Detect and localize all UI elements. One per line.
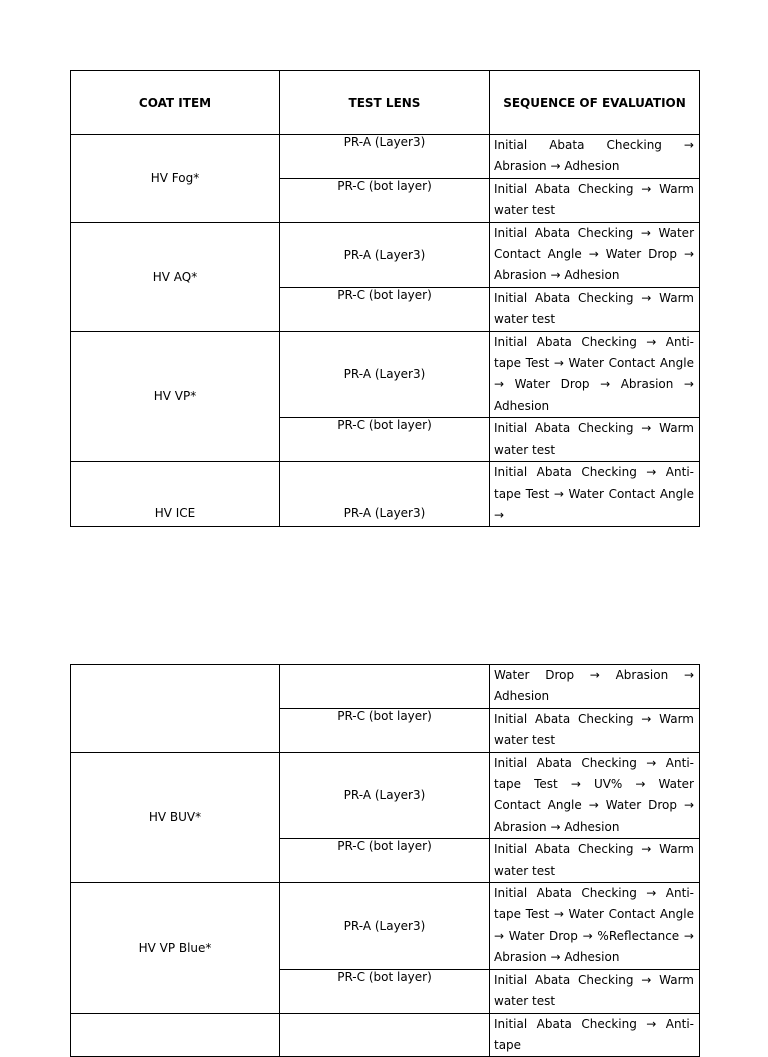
coat-item-cell: HV BUV* [71, 752, 280, 882]
sequence-cell: Initial Abata Checking → Anti-tape Test → Water Contact Angle → Water Drop → Abrasion → Adhesion [490, 331, 700, 418]
test-lens-cell: PR-C (bot layer) [280, 708, 490, 752]
table-row [71, 1013, 700, 1057]
sequence-cell: Initial Abata Checking → Warm water test [490, 708, 700, 752]
header-coat-item: COAT ITEM [71, 71, 280, 135]
sequence-cell: Initial Abata Checking → Anti-tape Test → UV% → Water Contact Angle → Water Drop → Abrasion → Adhesion [490, 752, 700, 839]
table-row [71, 331, 700, 418]
test-lens-cell: PR-C (bot layer) [280, 839, 490, 883]
test-lens-cell: PR-A (Layer3) [280, 135, 490, 179]
sequence-cell: Initial Abata Checking → Anti-tape [490, 1013, 700, 1057]
table-row [71, 752, 700, 839]
evaluation-table-part1 [70, 70, 700, 527]
table-row [71, 462, 700, 527]
table-row [71, 883, 700, 970]
test-lens-cell: PR-A (Layer3) [280, 331, 490, 418]
table-row [71, 135, 700, 179]
coat-item-cell: HV ICE [71, 462, 280, 527]
test-lens-cell [280, 665, 490, 709]
table-row [71, 222, 700, 287]
table-row [71, 665, 700, 709]
evaluation-table-part2 [70, 664, 700, 1057]
coat-item-cell [71, 665, 280, 753]
sequence-cell: Initial Abata Checking → Warm water test [490, 839, 700, 883]
test-lens-cell: PR-A (Layer3) [280, 752, 490, 839]
coat-item-cell: HV VP* [71, 331, 280, 461]
sequence-cell: Initial Abata Checking → Anti-tape Test → Water Contact Angle → Water Drop → %Reflectance → Abrasion → Adhesion [490, 883, 700, 970]
test-lens-cell: PR-C (bot layer) [280, 287, 490, 331]
test-lens-cell: PR-C (bot layer) [280, 969, 490, 1013]
sequence-cell: Initial Abata Checking → Warm water test [490, 418, 700, 462]
sequence-cell: Initial Abata Checking → Warm water test [490, 178, 700, 222]
test-lens-cell: PR-A (Layer3) [280, 222, 490, 287]
test-lens-cell: PR-A (Layer3) [280, 462, 490, 527]
test-lens-cell: PR-C (bot layer) [280, 178, 490, 222]
test-lens-cell: PR-A (Layer3) [280, 883, 490, 970]
sequence-cell: Initial Abata Checking → Water Contact Angle → Water Drop → Abrasion → Adhesion [490, 222, 700, 287]
sequence-cell: Water Drop → Abrasion → Adhesion [490, 665, 700, 709]
coat-item-cell [71, 1013, 280, 1057]
header-test-lens: TEST LENS [280, 71, 490, 135]
sequence-cell: Initial Abata Checking → Warm water test [490, 287, 700, 331]
test-lens-cell [280, 1013, 490, 1057]
test-lens-cell: PR-C (bot layer) [280, 418, 490, 462]
coat-item-cell: HV Fog* [71, 135, 280, 223]
sequence-cell: Initial Abata Checking → Abrasion → Adhesion [490, 135, 700, 179]
table-header-row [71, 71, 700, 135]
coat-item-cell: HV AQ* [71, 222, 280, 331]
header-sequence: SEQUENCE OF EVALUATION [490, 71, 700, 135]
coat-item-cell: HV VP Blue* [71, 883, 280, 1013]
sequence-cell: Initial Abata Checking → Warm water test [490, 969, 700, 1013]
sequence-cell: Initial Abata Checking → Anti-tape Test → Water Contact Angle → [490, 462, 700, 527]
